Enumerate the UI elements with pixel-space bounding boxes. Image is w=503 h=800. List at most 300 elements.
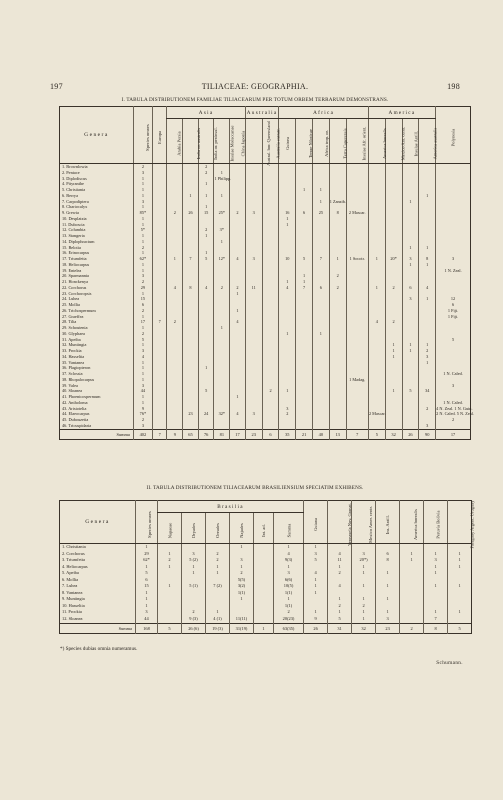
cell-value: 1 bbox=[296, 279, 313, 285]
table1-header bbox=[60, 107, 471, 164]
cell-value: 32* bbox=[214, 411, 230, 417]
region-column-header bbox=[368, 119, 385, 164]
cell-value: 1 Madag. bbox=[346, 377, 368, 383]
cell-value: 3 bbox=[133, 383, 152, 389]
genus-name: 8. Vantanea bbox=[62, 589, 83, 595]
cell-value: 15 bbox=[133, 296, 152, 302]
cell-value: 1 bbox=[230, 308, 246, 314]
region-label: Insulae Antill. bbox=[412, 130, 418, 157]
cell-value: 2 bbox=[198, 227, 214, 233]
cell-value: 1 bbox=[133, 216, 152, 222]
region-column-header bbox=[230, 513, 254, 544]
cell-value: 1 Fiji. bbox=[436, 308, 471, 314]
total-value: 21 bbox=[296, 429, 313, 439]
cell-value: 1 bbox=[230, 291, 246, 297]
genus-name: 30. Glyphaea bbox=[62, 330, 85, 336]
cell-value: 1 bbox=[133, 222, 152, 228]
genus-name: 29. Schoutenia bbox=[62, 325, 88, 330]
region-label: India or. peninsul. bbox=[212, 127, 218, 160]
region-label: Peruvia Bolivia bbox=[435, 510, 441, 539]
cell-value bbox=[400, 616, 424, 623]
region-column-header bbox=[424, 501, 448, 544]
cell-value: 20* bbox=[385, 256, 402, 262]
cell-value: 1 bbox=[424, 551, 448, 558]
region-column-header bbox=[329, 119, 346, 164]
cell-value: 4 (1) bbox=[206, 616, 230, 623]
region-label: India or. australis bbox=[196, 127, 202, 160]
cell-value: 5 bbox=[328, 616, 352, 623]
cell-value: 1 bbox=[352, 583, 376, 590]
genus-name: 17. Triumfetta bbox=[62, 256, 87, 261]
cell-value: 1 bbox=[402, 348, 419, 354]
page-number-right: 198 bbox=[447, 82, 460, 91]
cell-value: 76* bbox=[133, 411, 152, 417]
cell-value: 12 bbox=[436, 296, 471, 302]
cell-value: 4 bbox=[133, 354, 152, 360]
cell-value: 11 bbox=[328, 557, 352, 564]
region-label: America australis bbox=[432, 127, 438, 160]
cell-value: 25* bbox=[214, 210, 230, 216]
totals-row bbox=[60, 623, 472, 633]
col-genera: Genera bbox=[60, 501, 136, 544]
cell-value: 6 bbox=[312, 285, 329, 291]
group-asia: Asia bbox=[167, 107, 245, 119]
cell-value: 1 bbox=[198, 250, 214, 256]
cell-value: 1 Philipp. bbox=[214, 175, 232, 181]
cell-value: 4 bbox=[328, 583, 352, 590]
cell-value: 1 bbox=[400, 551, 424, 558]
cell-value: 4 N. Zeal. 1 N. Guin. bbox=[436, 405, 473, 411]
cell-value: 5 (2) bbox=[182, 557, 206, 564]
cell-value: 1 bbox=[133, 291, 152, 297]
cell-value: 1 bbox=[419, 296, 436, 302]
cell-value: 2 bbox=[352, 603, 376, 610]
cell-value: 3 bbox=[182, 551, 206, 558]
genus-name: 39. Valea bbox=[62, 382, 78, 388]
region-label: Najades bbox=[239, 523, 244, 538]
cell-value: 2 bbox=[230, 285, 246, 291]
cell-value: 1 bbox=[279, 279, 296, 285]
genus-name: 13. Stangeria bbox=[62, 233, 85, 238]
cell-value: 3 bbox=[279, 406, 296, 412]
cell-value: 1 N. Caled. bbox=[436, 400, 471, 406]
genus-name: 1. Christiania bbox=[62, 544, 86, 549]
region-label: Venezuela Nov. Granat. bbox=[346, 503, 352, 546]
cell-value: 20(23) bbox=[274, 616, 304, 623]
region-label: Paraguay Argent. Uruguay bbox=[469, 500, 475, 549]
running-title: TILIACEAE: GEOGRAPHIA. bbox=[201, 82, 309, 91]
cell-value: 6 bbox=[436, 302, 471, 308]
total-value: 26 bbox=[304, 623, 328, 633]
cell-value: 6 bbox=[136, 577, 158, 584]
genus-name: 5. Christiania bbox=[62, 187, 86, 192]
region-label: Guinea bbox=[284, 137, 290, 150]
cell-value: 1 bbox=[368, 256, 385, 262]
cell-value: 7 bbox=[312, 256, 329, 262]
total-value: 19 (3) bbox=[206, 623, 230, 633]
cell-value: 5 bbox=[133, 337, 152, 343]
cell-value: 10 bbox=[279, 256, 296, 262]
cell-value: 1(1) bbox=[230, 590, 254, 597]
cell-value: 1 bbox=[136, 596, 158, 603]
cell-value: 3 bbox=[133, 170, 152, 176]
region-label: Insulae Moluccanae bbox=[230, 125, 236, 162]
genus-name: 38. Rhopalocarpus bbox=[62, 376, 95, 382]
total-value: 1 bbox=[254, 623, 274, 633]
cell-value: 2 bbox=[133, 164, 152, 170]
cell-value: 6(6) bbox=[274, 577, 304, 584]
genus-name: 4. Heliocarpus bbox=[62, 563, 88, 569]
total-value: 90 bbox=[419, 429, 436, 439]
cell-value: 1 bbox=[133, 239, 152, 245]
total-value: 35 bbox=[279, 429, 296, 439]
region-label: Mexico Amer. centr. bbox=[367, 506, 373, 543]
totals-label: Summa bbox=[60, 623, 136, 633]
total-value: 26 (6) bbox=[182, 623, 206, 633]
cell-value: 62* bbox=[133, 256, 152, 262]
cell-value: 1 N. Caled. bbox=[436, 371, 471, 377]
cell-value: 26 bbox=[183, 210, 199, 216]
cell-value: 4 bbox=[419, 285, 436, 291]
cell-value: 4 bbox=[328, 551, 352, 558]
genus-name: 2. Corchorus bbox=[62, 550, 85, 556]
cell-value: 3 bbox=[419, 354, 436, 360]
cell-value: 6 bbox=[133, 302, 152, 308]
cell-value: 2 bbox=[436, 417, 471, 423]
cell-value: 1 bbox=[402, 262, 419, 268]
cell-value: 3 bbox=[436, 256, 471, 262]
cell-value: 3 bbox=[133, 273, 152, 279]
cell-value: 1 bbox=[402, 342, 419, 348]
region-column-header bbox=[279, 119, 296, 164]
cell-value: 2 bbox=[198, 170, 214, 176]
genus-name: 14. Diplophractum bbox=[62, 238, 95, 244]
cell-value bbox=[400, 544, 424, 551]
region-column-header bbox=[376, 501, 400, 544]
cell-value: 7 bbox=[424, 616, 448, 623]
cell-value: 2 bbox=[182, 609, 206, 616]
cell-value: 2 Mascar. bbox=[346, 210, 368, 216]
total-value: 7 bbox=[152, 429, 167, 439]
genus-name: 36. Plagiopteron bbox=[62, 365, 91, 371]
cell-value: 20*) bbox=[352, 557, 376, 564]
cell-value: 1 bbox=[133, 360, 152, 366]
cell-value: 1 bbox=[136, 603, 158, 610]
cell-value bbox=[158, 616, 182, 623]
genus-name: 11. Prockia bbox=[62, 609, 82, 615]
cell-value: 2 Mascar. bbox=[368, 411, 386, 417]
cell-value: 2 bbox=[329, 273, 346, 279]
cell-value: 2 N. Caled. 5 N. Zeal. bbox=[436, 411, 474, 417]
total-value: 9 bbox=[167, 429, 183, 439]
cell-value: 1 bbox=[402, 245, 419, 251]
genus-name: 35. Vantanea bbox=[62, 359, 85, 365]
table-row bbox=[60, 616, 472, 623]
total-value: 5 bbox=[158, 623, 182, 633]
genus-name: 33. Prockia bbox=[62, 348, 82, 353]
cell-value: 1 bbox=[328, 609, 352, 616]
cell-value: 9 (3) bbox=[182, 616, 206, 623]
cell-value: 1 bbox=[206, 564, 230, 571]
cell-value: 1 bbox=[133, 233, 152, 239]
cell-value: 15 bbox=[198, 210, 214, 216]
region-column-header bbox=[274, 513, 304, 544]
cell-value: 3 bbox=[352, 551, 376, 558]
cell-value: 1 bbox=[133, 365, 152, 371]
region-label: Austral. bor. Queensland bbox=[265, 121, 271, 166]
total-value: 13 bbox=[329, 429, 346, 439]
author-signature: Schumann. bbox=[436, 660, 463, 666]
cell-value: 4 bbox=[274, 551, 304, 558]
genus-name: 43. Aristotelia bbox=[62, 405, 87, 411]
total-value: 2 bbox=[400, 623, 424, 633]
col-species-label: Species omnes bbox=[144, 124, 150, 151]
cell-value: 1 bbox=[133, 342, 152, 348]
cell-value: 3 bbox=[419, 423, 436, 429]
cell-value: 5 bbox=[304, 557, 328, 564]
total-value: 31(19) bbox=[230, 623, 254, 633]
cell-value: 1 bbox=[230, 596, 254, 603]
cell-value: 9 bbox=[304, 616, 328, 623]
group-australia: Australia bbox=[245, 107, 279, 119]
cell-value: 5 bbox=[198, 256, 214, 262]
cell-value bbox=[424, 544, 448, 551]
genus-name: 21. Honckenya bbox=[62, 279, 89, 284]
table1-body bbox=[60, 164, 474, 430]
total-value: 168 bbox=[136, 623, 158, 633]
cell-value: 29 bbox=[136, 551, 158, 558]
cell-value: 2 bbox=[133, 308, 152, 314]
genus-name: 6. Mollia bbox=[62, 576, 79, 582]
group-brasilia: Brasilia bbox=[158, 501, 304, 513]
cell-value: 4 bbox=[230, 411, 246, 417]
cell-value: 1 bbox=[133, 400, 152, 406]
genus-name: 2. Pentace bbox=[62, 169, 80, 175]
cell-value: 4 bbox=[230, 319, 246, 325]
cell-value: 5(5) bbox=[230, 577, 254, 584]
cell-value: 5 bbox=[296, 256, 313, 262]
cell-value: 1 bbox=[312, 187, 329, 193]
region-column-header bbox=[400, 501, 424, 544]
genus-name: 12. Sloanea bbox=[62, 616, 83, 622]
cell-value: 2 bbox=[328, 603, 352, 610]
region-label: America borealis bbox=[413, 509, 419, 540]
total-value: 17 bbox=[230, 429, 246, 439]
cell-value: 1 bbox=[304, 583, 328, 590]
region-column-header bbox=[158, 513, 182, 544]
region-label: Mexico Am. centr. bbox=[399, 126, 405, 161]
total-value: 5 bbox=[448, 623, 472, 633]
cell-value: 1 bbox=[158, 564, 182, 571]
genus-name: 9. Grewia bbox=[62, 210, 79, 215]
cell-value: 3 bbox=[133, 423, 152, 429]
cell-value: 5 (1) bbox=[182, 583, 206, 590]
cell-value: 2 bbox=[230, 570, 254, 577]
cell-value: 1 bbox=[328, 564, 352, 571]
genus-name: 45. Dubouzetia bbox=[62, 417, 89, 422]
cell-value: 8 bbox=[329, 210, 346, 216]
region-label: Napaeae bbox=[167, 522, 172, 539]
cell-value: 2 bbox=[419, 348, 436, 354]
cell-value: 1 bbox=[328, 596, 352, 603]
cell-value: 1 bbox=[198, 181, 214, 187]
cell-value: 4 bbox=[368, 319, 385, 325]
genus-name: 18. Heliocarpus bbox=[62, 261, 90, 267]
region-column-header bbox=[352, 501, 376, 544]
cell-value: 4 bbox=[230, 256, 246, 262]
region-label: Ins. Antill. bbox=[385, 514, 391, 535]
cell-value: 4 bbox=[304, 570, 328, 577]
cell-value: 1 bbox=[312, 331, 329, 337]
region-label: Terrae Niloticae bbox=[308, 128, 314, 159]
cell-value: 5 bbox=[136, 570, 158, 577]
distribution-table-world bbox=[59, 106, 474, 440]
distribution-table-brazil bbox=[59, 500, 475, 634]
region-column-header bbox=[296, 119, 313, 164]
cell-value: 9(3) bbox=[274, 557, 304, 564]
cell-value: 44 bbox=[133, 388, 152, 394]
col-europa bbox=[152, 107, 167, 164]
genus-name: 11. Duboscia bbox=[62, 221, 85, 227]
genus-name: 44. Elaeocarpus bbox=[62, 411, 90, 417]
cell-value: 1 bbox=[230, 394, 246, 400]
genus-name: 32. Muntingia bbox=[62, 342, 87, 348]
cell-value: 1 bbox=[133, 193, 152, 199]
table2-totals bbox=[60, 623, 472, 633]
cell-value: 2 bbox=[230, 210, 246, 216]
cell-value: 1 bbox=[206, 609, 230, 616]
cell-value: 7 bbox=[296, 285, 313, 291]
region-label: America borealis bbox=[381, 128, 387, 159]
cell-value: 1 bbox=[424, 583, 448, 590]
cell-value: 11 bbox=[245, 285, 262, 291]
cell-value: 1 bbox=[329, 256, 346, 262]
cell-value: 23 bbox=[183, 411, 199, 417]
genus-name: 23. Corchoropsis bbox=[62, 290, 92, 296]
cell-value: 24 bbox=[198, 411, 214, 417]
cell-value: 3 bbox=[376, 616, 400, 623]
cell-value: 3(2) bbox=[230, 583, 254, 590]
cell-value: 1 bbox=[448, 609, 472, 616]
cell-value: 1 bbox=[352, 609, 376, 616]
cell-value: 1 bbox=[419, 360, 436, 366]
region-label: Terra Caperensis bbox=[342, 128, 348, 159]
total-value: 23 bbox=[245, 429, 262, 439]
cell-value bbox=[254, 616, 274, 623]
cell-value: 1 bbox=[198, 204, 214, 210]
cell-value: 12* bbox=[214, 256, 230, 262]
cell-value: 1 N. Zeal. bbox=[436, 268, 471, 274]
cell-value: 1 bbox=[133, 250, 152, 256]
region-label: Int. ad. bbox=[261, 524, 266, 537]
genus-name: 1. Brownlowia bbox=[62, 164, 88, 169]
cell-value: 1 bbox=[400, 557, 424, 564]
cell-value: 1 bbox=[182, 570, 206, 577]
cell-value: 2 bbox=[167, 210, 183, 216]
cell-value: 1 bbox=[376, 570, 400, 577]
region-column-header bbox=[304, 501, 328, 544]
cell-value: 1 bbox=[133, 377, 152, 383]
cell-value: 3 bbox=[133, 199, 152, 205]
total-value: 26 bbox=[402, 429, 419, 439]
cell-value: 1(1) bbox=[274, 603, 304, 610]
cell-value: 2 bbox=[214, 285, 230, 291]
cell-value: 3 bbox=[402, 256, 419, 262]
region-label: Africa trop. or. bbox=[323, 130, 329, 157]
cell-value: 1 bbox=[133, 204, 152, 210]
cell-value: 1 bbox=[304, 590, 328, 597]
cell-value: 1 bbox=[274, 564, 304, 571]
genus-name: 41. Phoenicospermum bbox=[62, 394, 101, 399]
group-africa: Africa bbox=[279, 107, 369, 119]
genus-name: 19. Entelea bbox=[62, 267, 82, 273]
cell-value: 3 bbox=[245, 210, 262, 216]
cell-value: 2 bbox=[262, 388, 279, 394]
cell-value: 3 bbox=[304, 551, 328, 558]
genus-name: 40. Sloanea bbox=[62, 388, 83, 394]
cell-value: 1 bbox=[376, 596, 400, 603]
cell-value: 1 bbox=[133, 314, 152, 320]
cell-value: 16 bbox=[279, 210, 296, 216]
totals-label: Summa bbox=[60, 429, 134, 439]
cell-value: 1 bbox=[136, 544, 158, 551]
cell-value: 1 bbox=[424, 564, 448, 571]
cell-value: 1 bbox=[312, 199, 329, 205]
region-column-header bbox=[167, 119, 183, 164]
genus-name: 7. Luhea bbox=[62, 583, 78, 589]
cell-value: 1 bbox=[448, 564, 472, 571]
col-polynesia bbox=[436, 107, 471, 164]
cell-value bbox=[158, 544, 182, 551]
cell-value: 1 bbox=[214, 239, 230, 245]
cell-value: 2 bbox=[329, 285, 346, 291]
genus-name: 42. Antholoma bbox=[62, 399, 88, 405]
cell-value: 1 bbox=[214, 170, 230, 176]
footnote: *) Species dubias omnia numeramus. bbox=[60, 646, 138, 652]
region-label: Summa bbox=[286, 523, 292, 538]
cell-value: 1 bbox=[304, 609, 328, 616]
page-number-left: 197 bbox=[50, 82, 63, 91]
cell-value: 3 bbox=[436, 383, 471, 389]
cell-value: 1 bbox=[133, 262, 152, 268]
region-column-header bbox=[385, 119, 405, 164]
genus-name: 20. Sparmannia bbox=[62, 273, 89, 279]
cell-value: 1(1) bbox=[274, 590, 304, 597]
table2-title: II. TABULA DISTRIBUTIONEM TILIACEARUM BRASILIENSIUM SPECIATIM EXHIBENS. bbox=[146, 485, 364, 491]
cell-value bbox=[352, 544, 376, 551]
cell-value: 1 bbox=[198, 365, 214, 371]
col-polynesia-label: Polynesia bbox=[450, 128, 456, 147]
cell-value: 1 bbox=[133, 176, 152, 182]
cell-value: 1 bbox=[214, 193, 230, 199]
region-column-header bbox=[312, 119, 329, 164]
cell-value: 29 bbox=[133, 285, 152, 291]
cell-value: 5* bbox=[133, 227, 152, 233]
region-label: Guiana bbox=[313, 518, 319, 531]
group-america: America bbox=[368, 107, 435, 119]
cell-value: 1 Fiji. bbox=[436, 314, 471, 320]
cell-value bbox=[448, 544, 472, 551]
cell-value: 4 bbox=[167, 285, 183, 291]
region-column-header bbox=[183, 119, 202, 164]
cell-value: 1 bbox=[376, 583, 400, 590]
cell-value: 1 bbox=[198, 233, 214, 239]
genus-name: 31. Apeiba bbox=[62, 336, 81, 342]
genus-name: 26. Trichospermum bbox=[62, 307, 96, 313]
cell-value: 4 bbox=[198, 285, 214, 291]
cell-value: 2 bbox=[274, 609, 304, 616]
genus-name: 4. Pityranthe bbox=[62, 181, 84, 187]
